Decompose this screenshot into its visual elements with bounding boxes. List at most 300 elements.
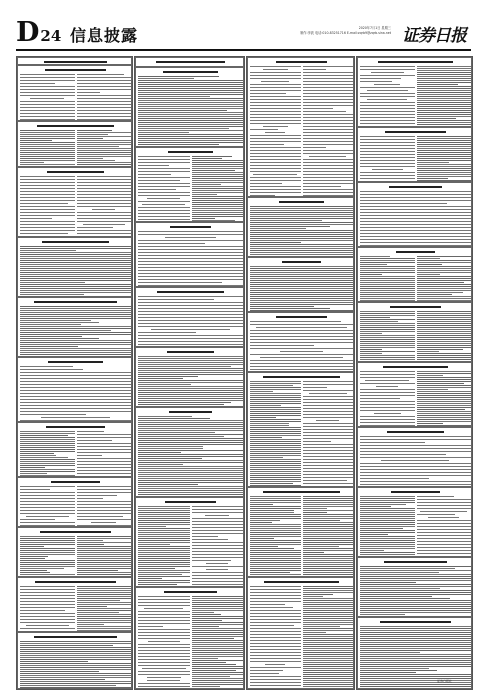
text-line — [250, 270, 353, 271]
text-line — [138, 442, 243, 443]
text-line — [250, 504, 273, 505]
text-line — [303, 432, 354, 433]
text-line — [192, 638, 235, 639]
text-line — [77, 197, 132, 198]
text-line — [138, 476, 243, 477]
text-line — [417, 399, 472, 400]
text-line — [417, 319, 472, 320]
text-line — [138, 617, 190, 618]
text-line — [417, 84, 459, 85]
text-line — [192, 560, 231, 561]
text-line — [192, 620, 223, 621]
text-line — [20, 286, 131, 287]
text-line — [250, 147, 301, 148]
text-line — [20, 215, 75, 216]
text-line — [250, 120, 301, 121]
text-line — [138, 108, 243, 109]
text-line — [360, 96, 415, 97]
text-line — [138, 508, 190, 509]
text-line — [303, 447, 354, 448]
announcement-heading — [46, 426, 105, 428]
text-line — [303, 78, 354, 79]
text-line — [77, 221, 132, 222]
text-line — [360, 475, 471, 476]
text-line — [360, 439, 471, 440]
text-line — [360, 514, 415, 515]
text-line — [303, 483, 354, 484]
text-line — [360, 496, 415, 497]
text-line — [303, 399, 354, 400]
text-line — [192, 533, 244, 534]
text-line — [417, 313, 472, 314]
text-line — [417, 110, 472, 111]
text-line — [360, 218, 471, 219]
text-line — [303, 552, 324, 553]
text-line — [250, 387, 301, 388]
text-line — [138, 82, 243, 83]
text-line — [192, 630, 244, 631]
text-line — [250, 366, 353, 367]
text-line — [20, 469, 75, 470]
text-line — [250, 192, 301, 193]
text-line — [372, 169, 403, 170]
announcement-heading — [35, 581, 115, 583]
text-line — [303, 87, 354, 88]
text-line — [303, 630, 354, 631]
text-line — [20, 308, 131, 309]
text-line — [20, 538, 75, 539]
text-line — [303, 165, 354, 166]
text-line — [20, 589, 75, 590]
text-line — [360, 278, 415, 279]
text-line — [360, 516, 415, 517]
text-line — [250, 604, 285, 605]
text-line — [77, 455, 102, 456]
announcement-column-4 — [356, 56, 473, 690]
text-line — [250, 222, 353, 223]
text-line — [303, 620, 354, 621]
text-line — [138, 264, 243, 265]
text-line — [192, 668, 244, 669]
text-line — [138, 302, 243, 303]
text-line — [303, 390, 354, 391]
text-line — [360, 508, 415, 509]
text-line — [303, 632, 326, 633]
announcement-heading — [34, 301, 116, 303]
text-line — [360, 256, 390, 257]
text-line — [192, 524, 244, 525]
text-line — [138, 332, 196, 333]
text-line — [303, 658, 354, 659]
text-line — [360, 512, 415, 513]
text-line — [250, 383, 301, 384]
announcement-heading — [168, 151, 214, 153]
text-line — [20, 107, 75, 108]
text-line — [250, 548, 294, 549]
announcement-block — [17, 357, 132, 422]
text-line — [20, 431, 75, 432]
text-line — [20, 649, 131, 650]
text-line — [417, 405, 472, 406]
text-line — [250, 558, 301, 559]
text-line — [20, 501, 75, 502]
text-line — [250, 111, 301, 112]
text-line — [20, 282, 85, 283]
text-line — [303, 646, 354, 647]
text-line — [250, 165, 301, 166]
text-line — [138, 122, 243, 123]
text-line — [360, 335, 415, 336]
text-line — [250, 220, 322, 221]
text-line — [138, 552, 190, 553]
text-line — [250, 144, 284, 145]
text-line — [360, 329, 415, 330]
text-line — [360, 506, 391, 507]
text-line — [192, 170, 236, 171]
text-line — [417, 120, 472, 121]
text-line — [303, 426, 354, 427]
text-line — [250, 637, 301, 638]
text-line — [360, 463, 471, 464]
text-line — [417, 268, 472, 269]
text-line — [20, 461, 75, 462]
text-line — [192, 176, 244, 177]
text-line — [417, 345, 472, 346]
text-line — [192, 218, 215, 219]
text-line — [417, 264, 443, 265]
text-line — [77, 510, 132, 511]
text-line — [250, 75, 301, 76]
text-line — [138, 335, 243, 336]
text-line — [20, 519, 55, 520]
text-line — [20, 473, 47, 474]
text-line — [303, 138, 354, 139]
text-line — [417, 294, 452, 295]
text-line — [77, 628, 132, 629]
text-line — [417, 162, 449, 163]
text-line — [20, 116, 75, 117]
announcement-heading — [385, 131, 445, 133]
text-line — [250, 399, 301, 400]
text-line — [20, 601, 75, 602]
text-line — [77, 230, 132, 231]
text-line — [250, 66, 301, 67]
text-line — [138, 548, 190, 549]
text-line — [250, 646, 301, 647]
text-line — [192, 210, 244, 211]
text-line — [77, 464, 132, 465]
text-line — [138, 430, 243, 431]
text-line — [250, 542, 301, 543]
text-line — [250, 475, 301, 476]
text-line — [20, 550, 75, 551]
announcement-block — [247, 487, 354, 577]
text-line — [250, 288, 353, 289]
text-line — [138, 564, 190, 565]
text-line — [417, 158, 472, 159]
text-line — [250, 477, 301, 478]
text-line — [20, 250, 76, 251]
text-line — [360, 81, 392, 82]
text-line — [20, 254, 131, 255]
text-line — [77, 525, 132, 526]
text-line — [303, 186, 341, 187]
text-line — [192, 180, 244, 181]
text-line — [20, 437, 75, 438]
text-line — [138, 454, 243, 455]
announcement-heading — [163, 71, 218, 73]
announcement-heading — [390, 306, 440, 308]
text-line — [192, 527, 244, 528]
text-line — [138, 276, 243, 277]
text-line — [360, 178, 415, 179]
text-line — [77, 560, 132, 561]
text-line — [20, 459, 75, 460]
announcement-block — [357, 57, 472, 127]
text-line — [250, 528, 301, 529]
text-line — [20, 290, 131, 291]
text-line — [20, 651, 131, 652]
text-line — [20, 150, 75, 151]
text-line — [250, 284, 353, 285]
text-line — [20, 471, 75, 472]
text-line — [360, 203, 447, 204]
text-line — [250, 93, 286, 94]
text-line — [250, 300, 353, 301]
text-line — [138, 120, 243, 121]
text-line — [138, 428, 243, 429]
text-line — [192, 622, 244, 623]
text-line — [138, 518, 190, 519]
text-line — [20, 598, 75, 599]
text-line — [250, 455, 301, 456]
text-line — [303, 618, 354, 619]
text-line — [192, 178, 244, 179]
text-line — [138, 674, 190, 675]
text-line — [20, 276, 131, 277]
text-line — [20, 185, 75, 186]
text-line — [250, 212, 353, 213]
text-line — [303, 532, 354, 533]
text-line — [417, 351, 440, 352]
text-line — [20, 324, 81, 325]
text-line — [20, 369, 83, 370]
text-line — [417, 505, 472, 506]
text-line — [360, 550, 384, 551]
text-line — [147, 677, 181, 678]
text-line — [303, 423, 354, 424]
text-line — [20, 252, 131, 253]
text-line — [417, 343, 472, 344]
text-line — [360, 546, 415, 547]
text-line — [20, 393, 131, 394]
text-line — [250, 471, 301, 472]
text-line — [192, 194, 217, 195]
text-line — [77, 227, 113, 228]
text-line — [138, 183, 190, 184]
text-line — [138, 374, 243, 375]
text-line — [417, 274, 441, 275]
text-line — [250, 508, 301, 509]
text-line — [250, 298, 353, 299]
text-line — [138, 488, 243, 489]
text-line — [417, 331, 472, 332]
text-line — [360, 604, 471, 605]
text-line — [138, 243, 205, 244]
text-line — [138, 134, 243, 135]
text-line — [138, 506, 190, 507]
text-line — [360, 154, 415, 155]
text-line — [303, 680, 354, 681]
text-line — [303, 192, 354, 193]
text-line — [360, 636, 471, 637]
text-line — [250, 445, 301, 446]
text-line — [303, 520, 341, 521]
text-line — [250, 453, 301, 454]
text-line — [250, 421, 301, 422]
text-line — [138, 659, 190, 660]
text-line — [77, 564, 132, 565]
text-line — [250, 469, 301, 470]
text-line — [417, 385, 472, 386]
text-line — [142, 204, 185, 205]
text-line — [263, 69, 288, 70]
text-line — [250, 226, 330, 227]
text-line — [138, 96, 210, 97]
text-line — [192, 636, 244, 637]
text-line — [20, 113, 75, 114]
text-line — [20, 352, 131, 353]
text-line — [360, 294, 415, 295]
text-line — [417, 401, 472, 402]
text-line — [192, 598, 244, 599]
text-line — [250, 345, 314, 346]
text-line — [250, 240, 353, 241]
text-line — [20, 206, 75, 207]
text-line — [138, 611, 190, 612]
text-line — [303, 144, 354, 145]
text-line — [303, 640, 354, 641]
text-line — [360, 175, 415, 176]
text-line — [250, 186, 301, 187]
text-line — [250, 99, 301, 100]
text-line — [250, 330, 353, 331]
announcement-block — [247, 577, 354, 689]
text-line — [303, 408, 354, 409]
text-line — [417, 124, 472, 125]
text-line — [138, 480, 243, 481]
text-line — [360, 504, 406, 505]
text-line — [20, 209, 75, 210]
text-line — [360, 93, 415, 94]
text-line — [360, 395, 415, 396]
text-line — [250, 473, 301, 474]
text-line — [303, 93, 354, 94]
text-line — [192, 664, 236, 665]
text-line — [303, 444, 354, 445]
text-line — [303, 534, 354, 535]
text-line — [250, 643, 301, 644]
text-line — [417, 260, 472, 261]
text-line — [138, 635, 190, 636]
text-line — [360, 300, 415, 301]
text-line — [250, 304, 353, 305]
text-line — [417, 325, 472, 326]
text-line — [303, 678, 354, 679]
text-line — [250, 534, 301, 535]
text-line — [303, 562, 354, 563]
text-line — [360, 197, 471, 198]
text-line — [303, 171, 354, 172]
text-line — [417, 82, 472, 83]
text-line — [138, 116, 243, 117]
text-line — [138, 317, 243, 318]
text-line — [303, 626, 340, 627]
text-line — [417, 499, 472, 500]
text-line — [192, 682, 244, 683]
text-line — [77, 606, 107, 607]
text-line — [138, 510, 190, 511]
text-line — [417, 136, 472, 137]
text-line — [303, 405, 354, 406]
text-line — [360, 650, 471, 651]
text-line — [77, 618, 132, 619]
text-line — [360, 319, 415, 320]
text-line — [360, 315, 415, 316]
text-line — [20, 218, 52, 219]
text-line — [138, 536, 190, 537]
text-line — [250, 520, 280, 521]
text-line — [360, 686, 471, 687]
text-line — [138, 366, 231, 367]
text-line — [138, 492, 243, 493]
text-line — [360, 590, 471, 591]
text-line — [192, 575, 244, 576]
announcement-heading — [380, 621, 450, 623]
text-line — [138, 142, 243, 143]
text-line — [20, 572, 50, 573]
text-line — [303, 644, 354, 645]
text-line — [303, 614, 354, 615]
text-line — [77, 437, 132, 438]
text-line — [303, 429, 354, 430]
text-line — [360, 75, 415, 76]
text-line — [360, 422, 415, 423]
text-line — [20, 258, 131, 259]
text-line — [303, 456, 354, 457]
text-line — [250, 536, 301, 537]
text-line — [20, 659, 131, 660]
text-line — [360, 472, 471, 473]
text-line — [77, 620, 132, 621]
text-line — [303, 568, 354, 569]
text-line — [360, 331, 415, 332]
text-line — [360, 288, 415, 289]
announcement-heading — [164, 591, 217, 593]
text-line — [360, 323, 415, 324]
text-line — [303, 666, 354, 667]
text-line — [250, 180, 301, 181]
text-line — [192, 192, 244, 193]
text-line — [20, 188, 75, 189]
text-line — [360, 638, 471, 639]
text-line — [303, 180, 354, 181]
text-line — [138, 632, 190, 633]
text-line — [192, 545, 244, 546]
text-line — [417, 553, 472, 554]
text-line — [250, 413, 301, 414]
text-line — [303, 598, 354, 599]
